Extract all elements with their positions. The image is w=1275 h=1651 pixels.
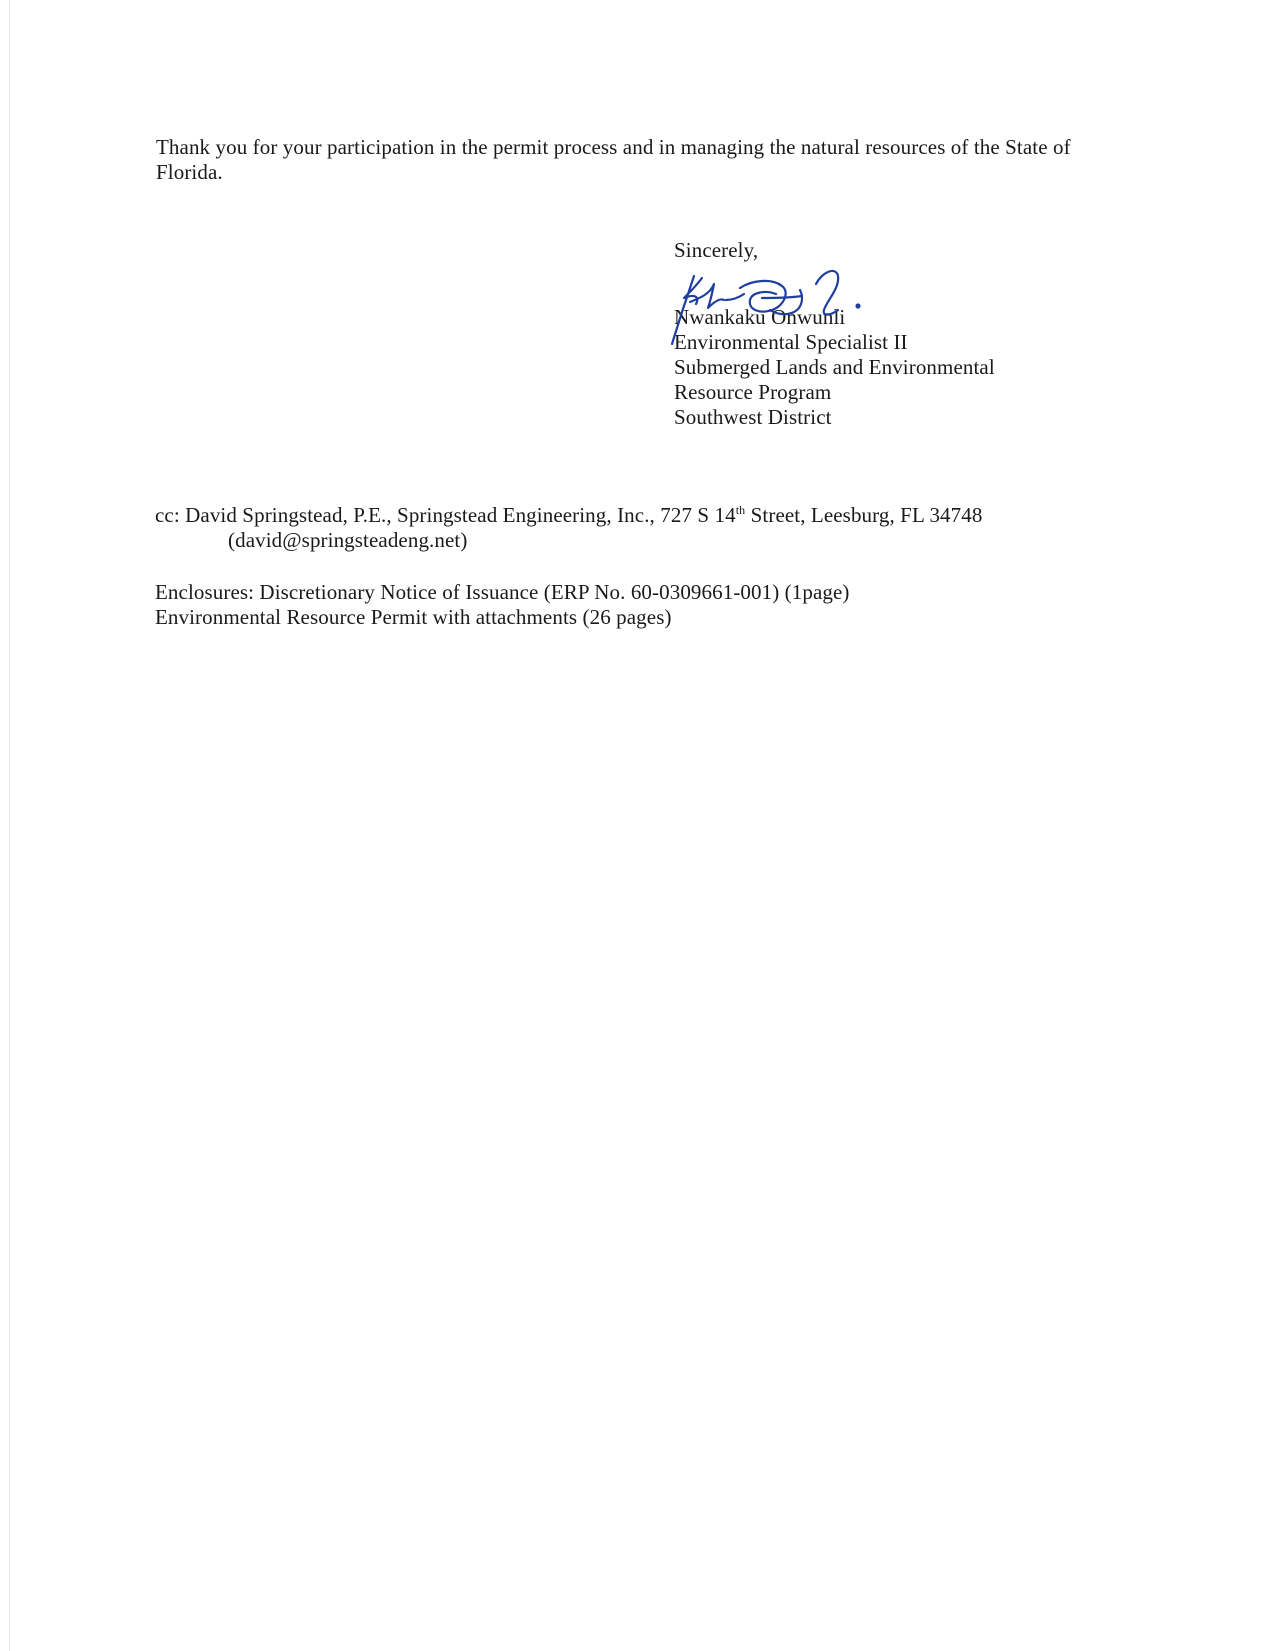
cc-recipient-address: Street, Leesburg, FL 34748 xyxy=(745,503,983,527)
cc-recipient: David Springstead, P.E., Springstead Engineering, Inc., 727 S 14 xyxy=(185,503,736,527)
closing-paragraph xyxy=(156,135,1116,185)
cc-line xyxy=(155,503,1155,528)
signature-block xyxy=(674,238,1094,430)
enclosures-line-2: Environmental Resource Permit with attachments (26 pages) xyxy=(155,605,672,629)
signer-title: Environmental Specialist II xyxy=(674,330,908,354)
salutation: Sincerely, xyxy=(674,238,759,262)
cc-label: cc: xyxy=(155,503,180,527)
signer-department-line-2: Resource Program xyxy=(674,380,832,404)
scan-edge xyxy=(9,0,10,1651)
enclosures-section xyxy=(155,580,1155,630)
enclosures-line-1: Enclosures: Discretionary Notice of Issuance (ERP No. 60-0309661-001) (1page) xyxy=(155,580,850,604)
cc-email: (david@springsteadeng.net) xyxy=(228,528,468,552)
signature-space xyxy=(674,263,1094,305)
cc-recipient-superscript: th xyxy=(735,503,746,517)
signer-district: Southwest District xyxy=(674,405,832,429)
signer-name: Nwankaku Onwunli xyxy=(674,305,846,329)
closing-paragraph-line-1: Thank you for your participation in the permit process and in managing the natural resources of the State of xyxy=(156,135,1071,159)
signer-department-line-1: Submerged Lands and Environmental xyxy=(674,355,995,379)
cc-section xyxy=(155,503,1155,553)
closing-paragraph-line-2: Florida. xyxy=(156,160,223,184)
